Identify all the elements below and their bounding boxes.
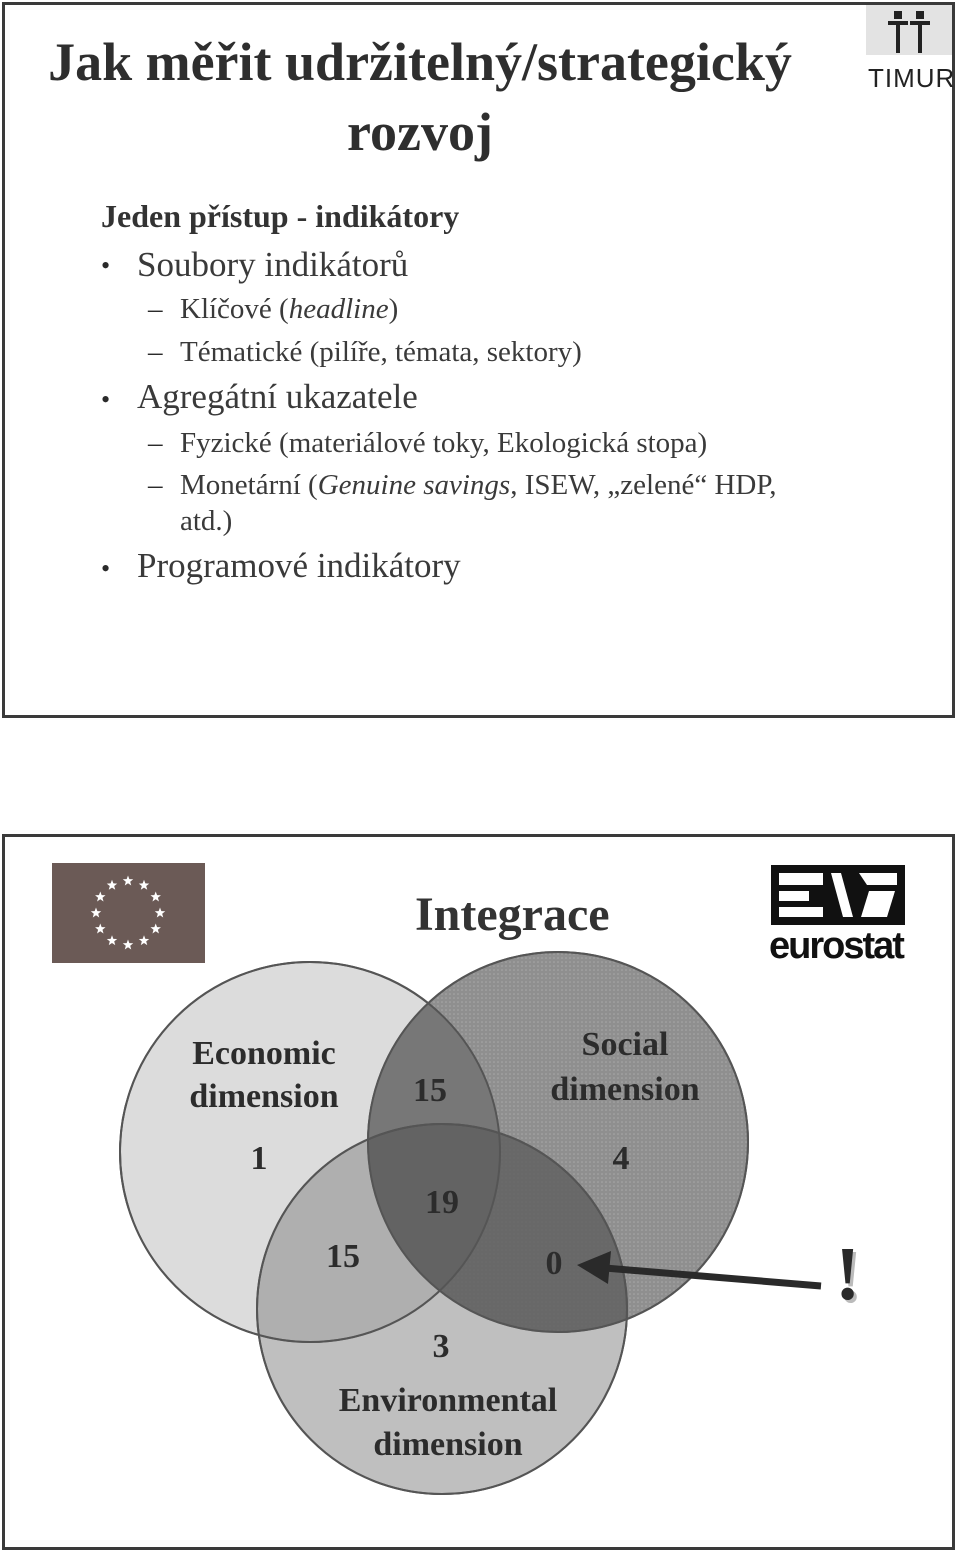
- eurostat-logo-text: eurostat: [769, 925, 903, 967]
- bullet-icon: •: [101, 554, 111, 583]
- list-item: Tématické (pilíře, témata, sektory): [180, 336, 582, 368]
- list-item: Monetární (Genuine savings, ISEW, „zelené“ HDP,: [180, 469, 777, 501]
- subheading: Jeden přístup - indikátory: [101, 198, 460, 234]
- social-label-1: Social: [581, 1026, 669, 1063]
- economic-label-1: Economic: [192, 1035, 336, 1072]
- economic-social-value: 15: [413, 1072, 447, 1109]
- dash-icon: –: [148, 427, 163, 459]
- slide-title: [5, 27, 835, 167]
- list-item: Programové indikátory: [137, 546, 461, 585]
- exclamation-mark: !: [835, 1232, 861, 1316]
- list-item: Agregátní ukazatele: [137, 377, 418, 416]
- title-line-1: Jak měřit udržitelný/strategický: [48, 32, 792, 92]
- economic-label-2: dimension: [189, 1078, 339, 1115]
- list-item: Klíčové (headline): [180, 293, 399, 325]
- all-three-value: 19: [425, 1184, 459, 1221]
- dash-icon: –: [148, 469, 163, 501]
- venn-diagram: [5, 837, 958, 1553]
- social-only-value: 4: [612, 1140, 630, 1177]
- timur-logo-text: TIMUR: [868, 63, 956, 93]
- social-environmental-value: 0: [545, 1245, 563, 1282]
- economic-only-value: 1: [250, 1140, 268, 1177]
- list-item: Soubory indikátorů: [137, 245, 409, 284]
- bullet-icon: •: [101, 385, 111, 414]
- slide-indicators: [2, 2, 955, 718]
- slide-integration: [2, 834, 955, 1550]
- bullet-icon: •: [101, 251, 111, 280]
- title-line-2: rozvoj: [347, 102, 493, 162]
- timur-logo-mark: [866, 5, 952, 55]
- timur-logo: [866, 5, 956, 99]
- environmental-only-value: 3: [432, 1328, 450, 1365]
- economic-environmental-value: 15: [326, 1238, 360, 1275]
- dash-icon: –: [148, 293, 163, 325]
- environmental-label-1: Environmental: [338, 1382, 558, 1419]
- list-item-continuation: atd.): [180, 505, 233, 537]
- list-item: Fyzické (materiálové toky, Ekologická stopa): [180, 427, 708, 459]
- slide-title: Integrace: [415, 888, 610, 941]
- social-label-2: dimension: [550, 1071, 700, 1108]
- dash-icon: –: [148, 336, 163, 368]
- environmental-label-2: dimension: [373, 1426, 523, 1463]
